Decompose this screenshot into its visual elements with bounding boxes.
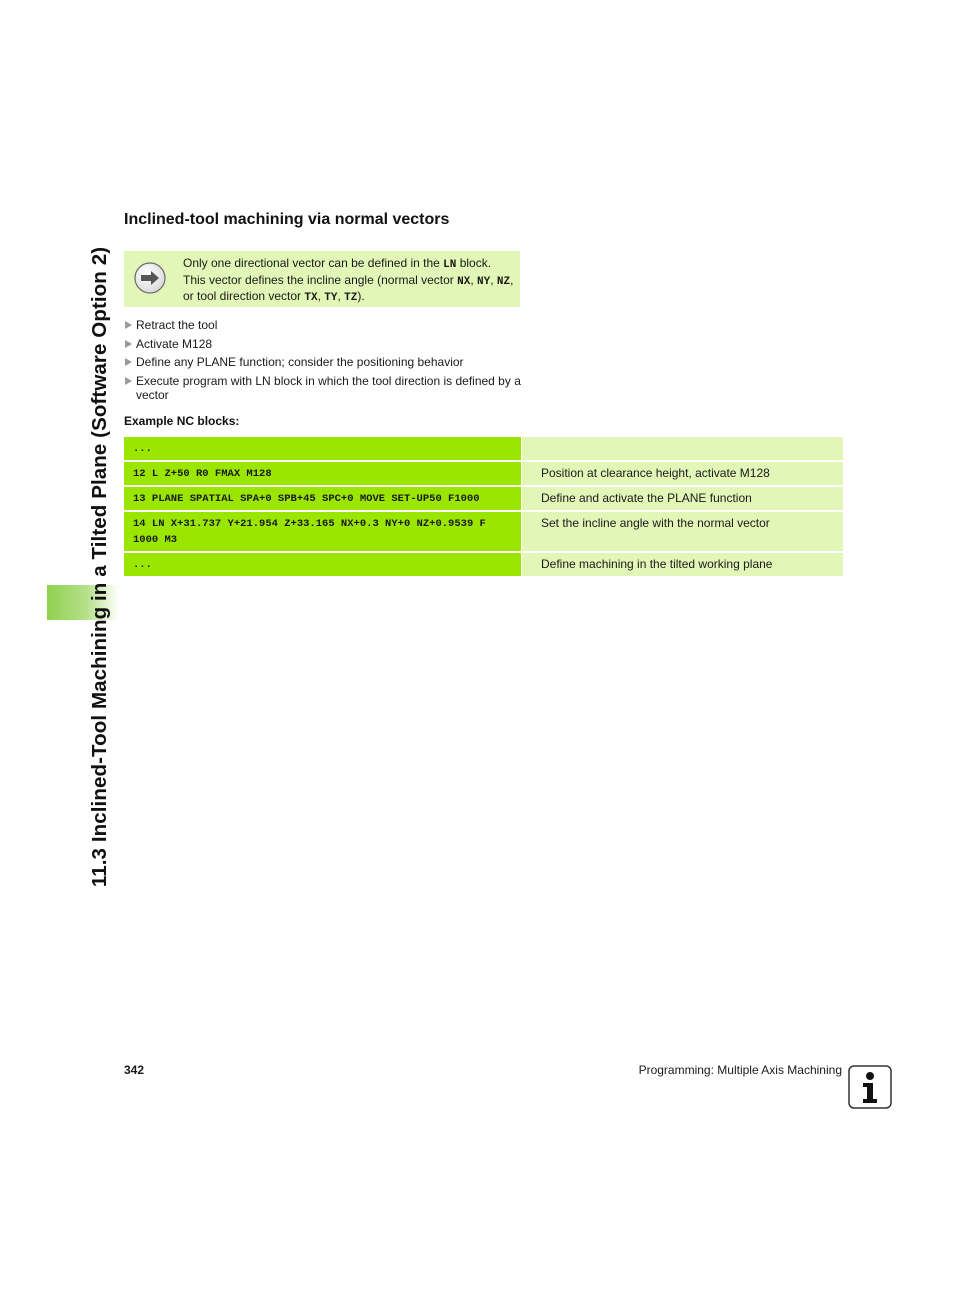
- nc-code-cell: ...: [124, 437, 521, 460]
- table-row: [124, 487, 843, 510]
- triangle-bullet-icon: [125, 377, 132, 385]
- info-icon: [848, 1065, 892, 1109]
- nc-desc-cell: Position at clearance height, activate M128: [522, 462, 843, 485]
- code-ny: NY: [477, 275, 491, 288]
- triangle-bullet-icon: [125, 321, 132, 329]
- chapter-footer: Programming: Multiple Axis Machining: [638, 1063, 842, 1077]
- step-item: Define any PLANE function; consider the positioning behavior: [124, 355, 524, 370]
- nc-code-cell: 14 LN X+31.737 Y+21.954 Z+33.165 NX+0.3 NY+0 NZ+0.9539 F 1000 M3: [124, 512, 521, 551]
- note-text: Only one directional vector can be defined in the LN block. This vector defines the incline angle (normal vector NX, NY, NZ, or tool direction vector TX, TY, TZ).: [183, 256, 514, 305]
- nc-code-cell: 13 PLANE SPATIAL SPA+0 SPB+45 SPC+0 MOVE SET-UP50 F1000: [124, 487, 521, 510]
- nc-code-cell: ...: [124, 553, 521, 576]
- step-item: Execute program with LN block in which the tool direction is defined by a vector: [124, 374, 524, 403]
- code-tx: TX: [304, 292, 318, 305]
- step-item: Retract the tool: [124, 318, 524, 333]
- table-row: [124, 553, 843, 576]
- note-box: [124, 251, 520, 307]
- example-label: Example NC blocks:: [124, 414, 240, 428]
- table-row: [124, 512, 843, 551]
- nc-blocks-table: [124, 437, 843, 578]
- nc-desc-cell: [522, 437, 843, 460]
- chapter-side-title: 11.3 Inclined-Tool Machining in a Tilted Plane (Software Option 2): [88, 246, 111, 888]
- nc-desc-cell: Define machining in the tilted working plane: [522, 553, 843, 576]
- code-ty: TY: [324, 292, 338, 305]
- triangle-bullet-icon: [125, 340, 132, 348]
- nc-desc-cell: Set the incline angle with the normal vector: [522, 512, 843, 551]
- code-ln: LN: [443, 259, 457, 271]
- nc-code-cell: 12 L Z+50 R0 FMAX M128: [124, 462, 521, 485]
- code-nz: NZ: [496, 275, 511, 288]
- procedure-steps: [124, 318, 524, 407]
- nc-desc-cell: Define and activate the PLANE function: [522, 487, 843, 510]
- code-tz: TZ: [344, 292, 358, 305]
- triangle-bullet-icon: [125, 358, 132, 366]
- table-row: [124, 437, 843, 460]
- arrow-right-icon: [134, 262, 166, 294]
- page-number: 342: [124, 1063, 145, 1077]
- section-title: Inclined-tool machining via normal vectors: [124, 211, 450, 228]
- step-item: Activate M128: [124, 337, 524, 352]
- code-nx: NX: [457, 275, 471, 288]
- table-row: [124, 462, 843, 485]
